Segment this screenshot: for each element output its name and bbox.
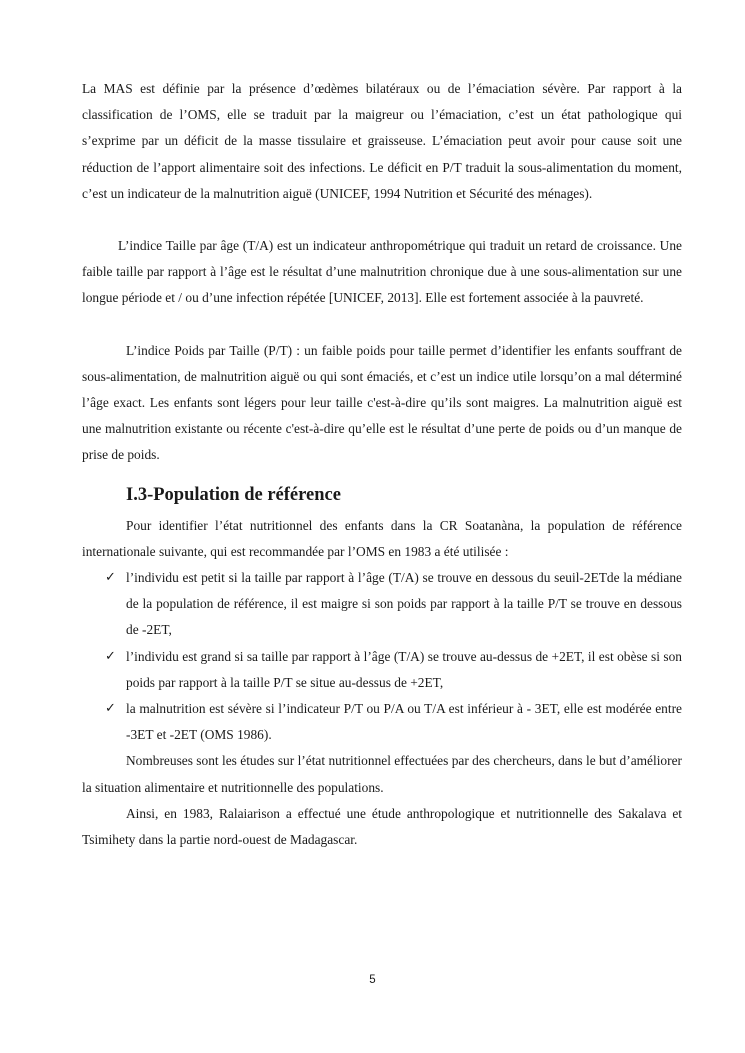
list-item-text: l’individu est grand si sa taille par rapport à l’âge (T/A) se trouve au-dessus de +2ET, il est obèse si son poids par rapport à la taille P/T se situe au-dessus de +2ET, bbox=[126, 648, 682, 690]
list-item bbox=[82, 696, 682, 748]
paragraph-poids-par-taille: L’indice Poids par Taille (P/T) : un faible poids pour taille permet d’identifier les enfants souffrant de sous-alimentation, de malnutrition aiguë ou qui sont émaciés, et c’est un indice utile lorsqu’on a mal déterminé l’âge exact. Les enfants sont légers pour leur taille c'est-à-dire qu’ils sont maigres. La malnutrition aiguë est une malnutrition existante ou récente c'est-à-dire qu’elle est le résultat d’une perte de poids ou d’un manque de prise de poids. bbox=[82, 342, 682, 463]
list-item bbox=[82, 644, 682, 696]
list-item-text: l’individu est petit si la taille par rapport à l’âge (T/A) se trouve en dessous du seuil-2ETde la médiane de la population de référence, il est maigre si son poids par rapport à la taille P/T se trouve en dessous de -2ET, bbox=[126, 570, 682, 638]
checkmark-icon: ✓ bbox=[105, 570, 116, 586]
checkmark-icon: ✓ bbox=[105, 648, 116, 664]
paragraph-spacer bbox=[82, 312, 682, 338]
checkmark-icon: ✓ bbox=[105, 701, 116, 717]
section-heading: I.3-Population de référence bbox=[126, 484, 341, 505]
list-item bbox=[82, 565, 682, 644]
paragraph-mas-definition: La MAS est définie par la présence d’œdèmes bilatéraux ou de l’émaciation sévère. Par rapport à la classification de l’OMS, elle se traduit par la maigreur ou l’émaciation, c’est un état pathologique qui s’exprime par un déficit de la masse tissulaire et graisseuse. L’émaciation peut avoir pour cause soit une réduction de l’apport alimentaire soit des infections. Le déficit en P/T traduit la sous-alimentation du moment, c’est un indicateur de la malnutrition aiguë (UNICEF, 1994 Nutrition et Sécurité des ménages). bbox=[82, 81, 682, 201]
reference-criteria-list bbox=[82, 565, 682, 748]
paragraph-ralaiarison-study: Ainsi, en 1983, Ralaiarison a effectué une étude anthropologique et nutritionnelle des Sakalava et Tsimihety dans la partie nord-ouest de Madagascar. bbox=[82, 805, 682, 848]
page-number: 5 bbox=[369, 974, 376, 986]
paragraph-taille-par-age: L’indice Taille par âge (T/A) est un indicateur anthropométrique qui traduit un retard de croissance. Une faible taille par rapport à l’âge est le résultat d’une malnutrition chronique due à une sous-alimentation sur une longue période et / ou d’une infection répétée [UNICEF, 2013]. Elle est fortement associée à la pauvreté. bbox=[82, 238, 682, 306]
paragraph-studies: Nombreuses sont les études sur l’état nutritionnel effectuées par des chercheurs, dans le but d’améliorer la situation alimentaire et nutritionnelle des populations. bbox=[82, 753, 682, 795]
section-spacer bbox=[82, 469, 682, 481]
paragraph-reference-intro: Pour identifier l’état nutritionnel des enfants dans la CR Soatanàna, la population de référence internationale suivante, qui est recommandée par l’OMS en 1983 a été utilisée : bbox=[82, 517, 682, 559]
page-body bbox=[82, 76, 682, 853]
paragraph-spacer bbox=[82, 207, 682, 233]
list-item-text: la malnutrition est sévère si l’indicateur P/T ou P/A ou T/A est inférieur à - 3ET, elle est modérée entre -3ET et -2ET (OMS 1986). bbox=[126, 701, 682, 743]
